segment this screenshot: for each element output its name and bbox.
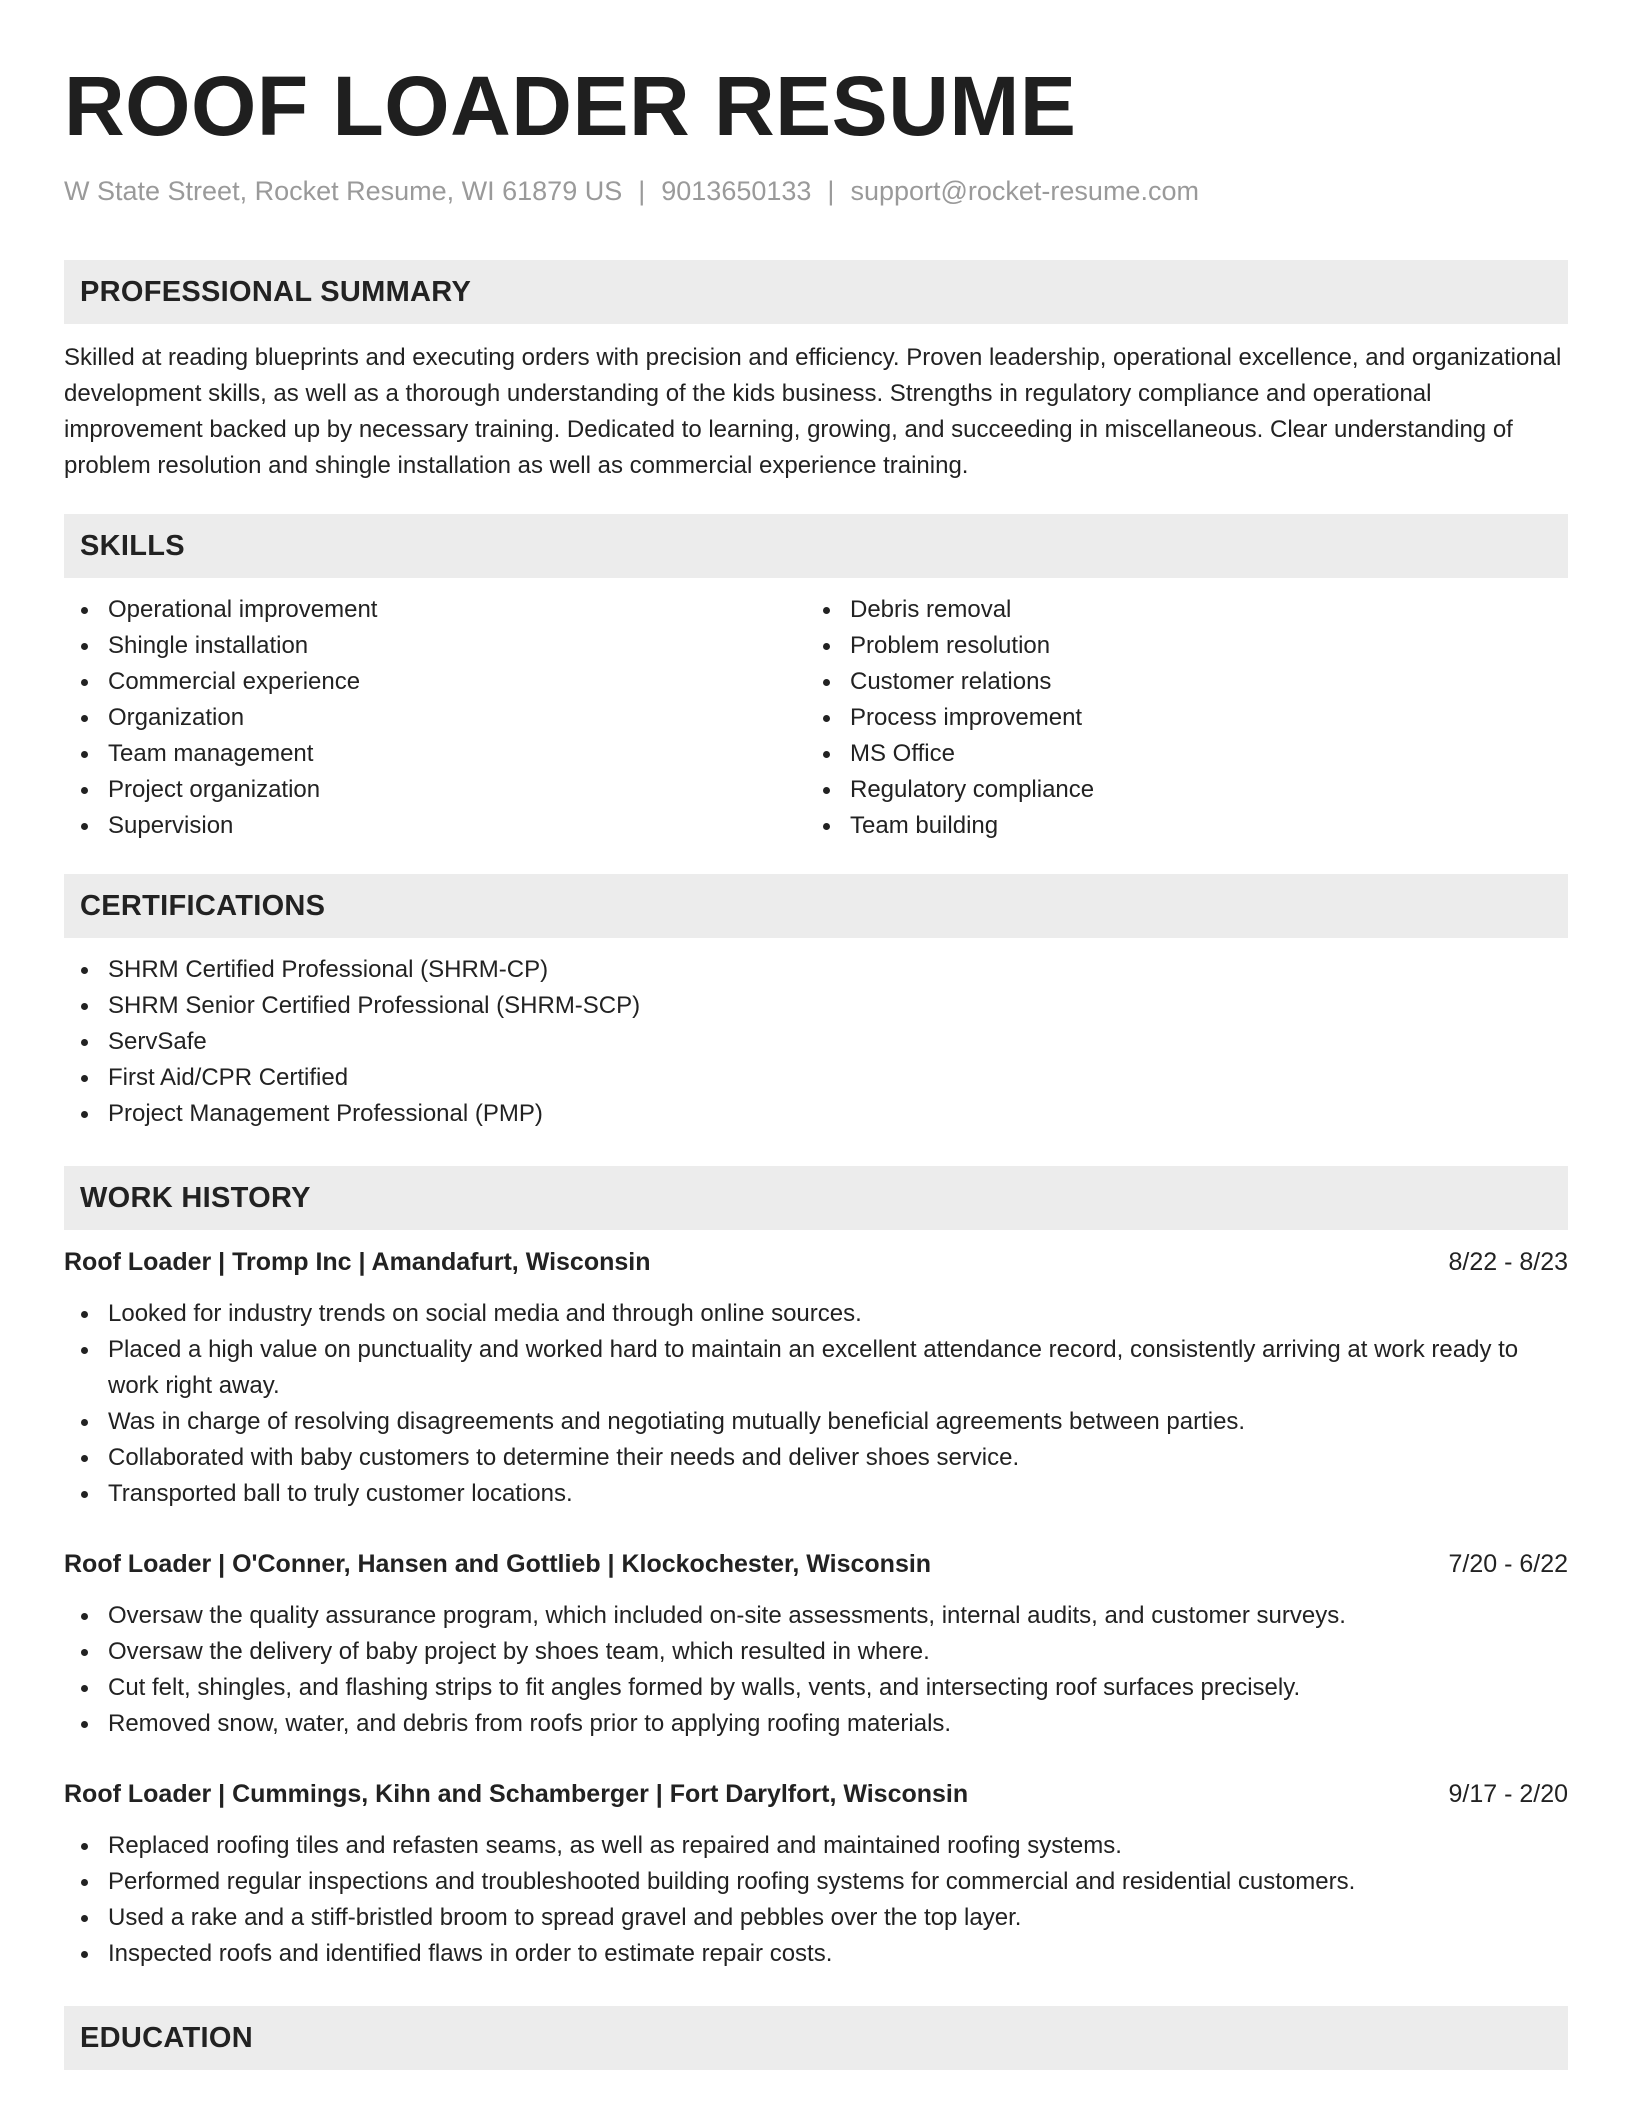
job-duty-item: Inspected roofs and identified flaws in order to estimate repair costs. bbox=[64, 1936, 1568, 1972]
job-duty-item: Replaced roofing tiles and refasten seams, as well as repaired and maintained roofing systems. bbox=[64, 1828, 1568, 1864]
job-title: Roof Loader | Cummings, Kihn and Schamberger | Fort Darylfort, Wisconsin bbox=[64, 1780, 969, 1808]
job-entry bbox=[64, 1546, 1568, 1742]
job-dates: 9/17 - 2/20 bbox=[1448, 1780, 1568, 1808]
skill-item: Shingle installation bbox=[64, 628, 806, 664]
skill-item: MS Office bbox=[806, 736, 1548, 772]
resume-title: ROOF LOADER RESUME bbox=[64, 59, 1077, 153]
job-duty-item: Placed a high value on punctuality and worked hard to maintain an excellent attendance record, consistently arriving at work ready to work right away. bbox=[64, 1332, 1568, 1404]
job-entry bbox=[64, 1776, 1568, 1972]
job-title: Roof Loader | O'Conner, Hansen and Gottlieb | Klockochester, Wisconsin bbox=[64, 1550, 932, 1578]
skill-item: Customer relations bbox=[806, 664, 1548, 700]
skill-item: Operational improvement bbox=[64, 592, 806, 628]
certification-item: Project Management Professional (PMP) bbox=[64, 1096, 1568, 1132]
job-duty-item: Transported ball to truly customer locations. bbox=[64, 1476, 1568, 1512]
section-header-education: EDUCATION bbox=[64, 2006, 1568, 2070]
certification-item: ServSafe bbox=[64, 1024, 1568, 1060]
section-header-work-history: WORK HISTORY bbox=[64, 1166, 1568, 1230]
job-duty-item: Looked for industry trends on social media and through online sources. bbox=[64, 1296, 1568, 1332]
skill-item: Debris removal bbox=[806, 592, 1548, 628]
job-duty-item: Oversaw the delivery of baby project by shoes team, which resulted in where. bbox=[64, 1634, 1568, 1670]
job-duties bbox=[64, 1296, 1568, 1512]
contact-address: W State Street, Rocket Resume, WI 61879 US bbox=[64, 176, 623, 206]
skill-item: Commercial experience bbox=[64, 664, 806, 700]
skill-item: Project organization bbox=[64, 772, 806, 808]
job-dates: 8/22 - 8/23 bbox=[1448, 1248, 1568, 1276]
job-duty-item: Cut felt, shingles, and flashing strips to fit angles formed by walls, vents, and intersecting roof surfaces precisely. bbox=[64, 1670, 1568, 1706]
job-header bbox=[64, 1546, 1568, 1582]
skills-column-left bbox=[64, 592, 806, 844]
section-header-certifications: CERTIFICATIONS bbox=[64, 874, 1568, 938]
job-duties bbox=[64, 1598, 1568, 1742]
certification-item: SHRM Senior Certified Professional (SHRM-SCP) bbox=[64, 988, 1568, 1024]
contact-email: support@rocket-resume.com bbox=[850, 176, 1199, 206]
section-header-skills: SKILLS bbox=[64, 514, 1568, 578]
skill-item: Problem resolution bbox=[806, 628, 1548, 664]
skill-item: Regulatory compliance bbox=[806, 772, 1548, 808]
certification-item: SHRM Certified Professional (SHRM-CP) bbox=[64, 952, 1568, 988]
skill-item: Supervision bbox=[64, 808, 806, 844]
skill-item: Organization bbox=[64, 700, 806, 736]
certification-item: First Aid/CPR Certified bbox=[64, 1060, 1568, 1096]
skill-item: Team building bbox=[806, 808, 1548, 844]
job-duty-item: Oversaw the quality assurance program, which included on-site assessments, internal audits, and customer surveys. bbox=[64, 1598, 1568, 1634]
contact-phone: 9013650133 bbox=[661, 176, 812, 206]
job-duty-item: Used a rake and a stiff-bristled broom to spread gravel and pebbles over the top layer. bbox=[64, 1900, 1568, 1936]
contact-separator: | bbox=[827, 176, 835, 206]
job-duty-item: Was in charge of resolving disagreements and negotiating mutually beneficial agreements between parties. bbox=[64, 1404, 1568, 1440]
skills-column-right bbox=[806, 592, 1548, 844]
job-header bbox=[64, 1244, 1568, 1280]
contact-separator: | bbox=[638, 176, 646, 206]
job-duties bbox=[64, 1828, 1568, 1972]
job-duty-item: Collaborated with baby customers to determine their needs and deliver shoes service. bbox=[64, 1440, 1568, 1476]
skills-grid bbox=[64, 592, 1568, 844]
job-header bbox=[64, 1776, 1568, 1812]
job-duty-item: Removed snow, water, and debris from roofs prior to applying roofing materials. bbox=[64, 1706, 1568, 1742]
section-header-summary: PROFESSIONAL SUMMARY bbox=[64, 260, 1568, 324]
skill-item: Process improvement bbox=[806, 700, 1548, 736]
contact-line bbox=[64, 174, 1568, 208]
summary-text: Skilled at reading blueprints and executing orders with precision and efficiency. Proven leadership, operational excellence, and organizational development skills, as well as a thorough understanding of the kids business. Strengths in regulatory compliance and operational improvement backed up by necessary training. Dedicated to learning, growing, and succeeding in miscellaneous. Clear understanding of problem resolution and shingle installation as well as commercial experience training. bbox=[64, 344, 1562, 479]
job-dates: 7/20 - 6/22 bbox=[1448, 1550, 1568, 1578]
job-entry bbox=[64, 1244, 1568, 1512]
skill-item: Team management bbox=[64, 736, 806, 772]
job-title: Roof Loader | Tromp Inc | Amandafurt, Wisconsin bbox=[64, 1248, 651, 1276]
certifications-list bbox=[64, 952, 1568, 1132]
job-duty-item: Performed regular inspections and troubleshooted building roofing systems for commercial and residential customers. bbox=[64, 1864, 1568, 1900]
